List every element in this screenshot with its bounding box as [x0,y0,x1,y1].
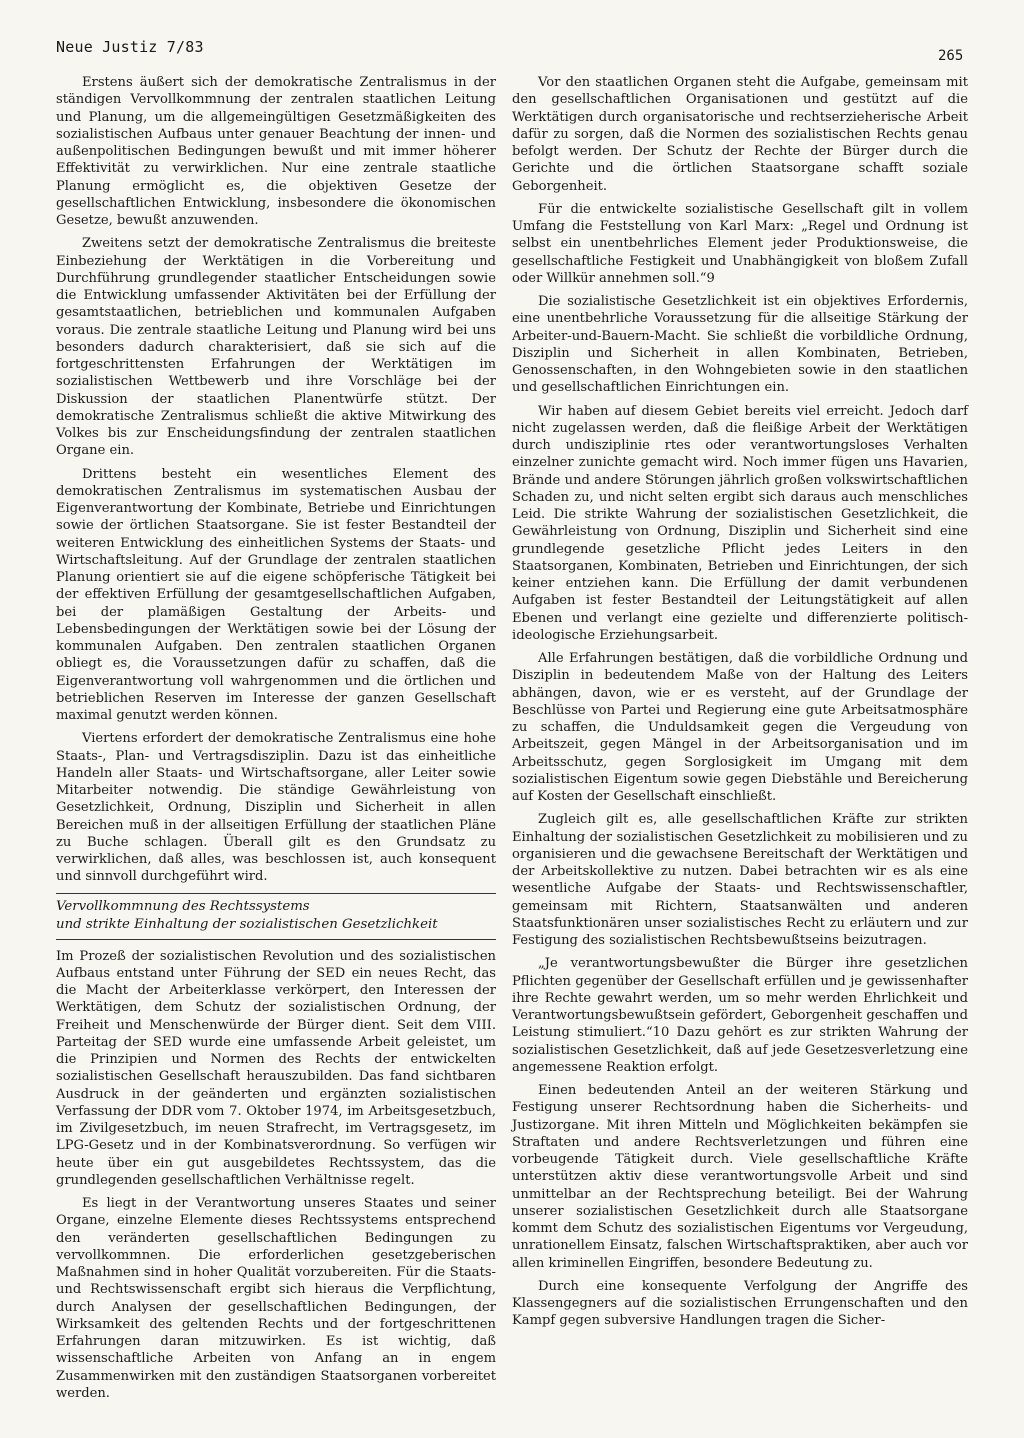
paragraph: Wir haben auf diesem Gebiet bereits viel erreicht. Jedoch darf nicht zugelassen werden, daß die fleißige Arbeit der Werktätigen durch undisziplinie rtes oder verantwortungsloses Verhalten einzelner zunichte gemacht wird. Noch immer fügen uns Havarien, Brände und andere Störungen jährlich großen volkswirtschaftlichen Schaden zu, und nicht selten ergibt sich daraus auch menschliches Leid. Die strikte Wahrung der sozialistischen Gesetzlichkeit, die Gewährleistung von Ordnung, Disziplin und Sicherheit sind eine grundlegende gesetzliche Pflicht jedes Leiters in den Staatsorganen, Kombinaten, Betrieben und Einrichtungen, der sich keiner entziehen kann. Die Erfüllung der damit verbundenen Aufgaben ist fester Bestandteil der Leitungstätigkeit auf allen Ebenen und verlangt eine gezielte und differenzierte politisch-ideologische Erziehungsarbeit. [512,403,968,643]
paragraph: „Je verantwortungsbewußter die Bürger ihre gesetzlichen Pflichten gegenüber der Gesellschaft erfüllen und je gewissenhafter ihre Rechte gewahrt werden, um so mehr werden Ehrlichkeit und Verantwortungsbewußtsein gefördert, Geborgenheit geschaffen und Leistung stimuliert.“10 Dazu gehört es zur strikten Wahrung der sozialistischen Gesetzlichkeit, daß auf jede Gesetzesverletzung eine angemessene Reaktion erfolgt. [512,956,968,1075]
section-rule-top [56,893,496,894]
paragraph: Erstens äußert sich der demokratische Zentralismus in der ständigen Vervollkommnung der zentralen staatlichen Leitung und Planung, um die allgemeingültigen Gesetzmäßigkeiten des sozialistischen Aufbaus unter genauer Beachtung der innen- und außenpolitischen Bedingungen bewußt und mit immer höherer Effektivität zu verwirklichen. Nur eine zentrale staatliche Planung ermöglicht es, die objektiven Gesetze der gesellschaftlichen Entwicklung, insbesondere die ökonomischen Gesetze, bewußt anzuwenden. [56,75,496,228]
section-heading [56,898,496,934]
paragraph: Es liegt in der Verantwortung unseres Staates und seiner Organe, einzelne Elemente dieses Rechtssystems entsprechend den veränderten gesellschaftlichen Bedingungen zu vervollkommnen. Die erforderlichen gesetzgeberischen Maßnahmen sind in hoher Qualität vorzubereiten. Für die Staats- und Rechtswissenschaft ergibt sich hieraus die Verpflichtung, durch Analysen der gesellschaftlichen Bedingungen, der Wirksamkeit des geltenden Rechts und der fortgeschrittenen Erfahrungen daran mitzuwirken. Es ist wichtig, daß wissenschaftliche Arbeiten von Anfang an in engem Zusammenwirken mit den zuständigen Staatsorganen vorbereitet werden. [56,1196,496,1401]
paragraph: Viertens erfordert der demokratische Zentralismus eine hohe Staats-, Plan- und Vertragsdisziplin. Dazu ist das einheitliche Handeln aller Staats- und Wirtschaftsorgane, aller Leiter sowie Mitarbeiter notwendig. Die ständige Gewährleistung von Gesetzlichkeit, Ordnung, Disziplin und Sicherheit in allen Bereichen muß in der allseitigen Erfüllung der staatlichen Pläne zu Buche schlagen. Überall gilt es den Grundsatz zu verwirklichen, daß alles, was beschlossen ist, auch konsequent und sinnvoll durchgeführt wird. [56,731,496,885]
paragraph: Zweitens setzt der demokratische Zentralismus die breiteste Einbeziehung der Werktätigen in die Vorbereitung und Durchführung grundlegender staatlicher Entscheidungen sowie die Entwicklung umfassender Aktivitäten bei der Erfüllung der gesamtstaatlichen, betrieblichen und kommunalen Aufgaben voraus. Die zentrale staatliche Leitung und Planung wird bei uns besonders dadurch charakterisiert, daß sie sich auf die fortgeschrittensten Erfahrungen der Werktätigen im sozialistischen Wettbewerb und ihre Vorschläge bei der Diskussion der staatlichen Planentwürfe stützt. Der demokratische Zentralismus schließt die aktive Mitwirkung des Volkes bis zur Enscheidungsfindung der zentralen staatlichen Organe ein. [56,236,496,459]
section-rule-bottom [56,939,496,940]
paragraph: Im Prozeß der sozialistischen Revolution und des sozialistischen Aufbaus entstand unter Führung der SED ein neues Recht, das die Macht der Arbeiterklasse verkörpert, den Interessen der Werktätigen, dem Schutz der sozialistischen Ordnung, der Freiheit und Menschenwürde der Bürger dient. Seit dem VIII. Parteitag der SED wurde eine umfassende Arbeit geleistet, um die Prinzipien und Normen des Rechts der entwickelten sozialistischen Gesellschaft herauszubilden. Das fand sichtbaren Ausdruck in der geänderten und ergänzten sozialistischen Verfassung der DDR vom 7. Oktober 1974, im Arbeitsgesetzbuch, im Zivilgesetzbuch, im neuen Strafrecht, im Vertragsgesetz, im LPG-Gesetz und in der Kombinatsverordnung. So verfügen wir heute über ein gut ausgebildetes Rechtssystem, das die grundlegenden gesellschaftlichen Verhältnisse regelt. [56,948,496,1188]
paragraph: Alle Erfahrungen bestätigen, daß die vorbildliche Ordnung und Disziplin in bedeutendem Maße von der Haltung des Leiters abhängen, davon, wie er es versteht, auf der Grundlage der Beschlüsse von Partei und Regierung eine gute Arbeitsatmosphäre zu schaffen, die Unduldsamkeit gegen die Vergeudung von Arbeitszeit, gegen Mängel in der Arbeitsorganisation und im Arbeitsschutz, gegen Sorglosigkeit im Umgang mit dem sozialistischen Eigentum sowie gegen Diebstähle und Bereicherung auf Kosten der Gesellschaft einschließt. [512,651,968,804]
paragraph: Die sozialistische Gesetzlichkeit ist ein objektives Erfordernis, eine unentbehrliche Voraussetzung für die allseitige Stärkung der Arbeiter-und-Bauern-Macht. Sie schließt die vorbildliche Ordnung, Disziplin und Sicherheit in allen Kombinaten, Betrieben, Genossenschaften, in den Wohngebieten sowie in den staatlichen und gesellschaftlichen Einrichtungen ein. [512,294,968,396]
page-number: 265 [938,48,964,64]
paragraph: Durch eine konsequente Verfolgung der Angriffe des Klassengegners auf die sozialistischen Errungenschaften und den Kampf gegen subversive Handlungen tragen die Sicher- [512,1278,968,1329]
paragraph: Drittens besteht ein wesentliches Element des demokratischen Zentralismus im systematischen Ausbau der Eigenverantwortung der Kombinate, Betriebe und Einrichtungen sowie der örtlichen Staatsorgane. Sie ist fester Bestandteil der weiteren Entwicklung des einheitlichen Systems der Staats- und Wirtschaftsleitung. Auf der Grundlage der zentralen staatlichen Planung orientiert sie auf die eigene schöpferische Tätigkeit bei der effektiven Erfüllung der gesamtgesellschaftlichen Aufgaben, bei der plamäßigen Gestaltung der Arbeits- und Lebensbedingungen der Werktätigen sowie bei der Lösung der kommunalen Aufgaben. Den zentralen staatlichen Organen obliegt es, die Voraussetzungen dafür zu schaffen, daß die Eigenverantwortung voll wahrgenommen und die örtlichen und betrieblichen Reserven im Interesse der ganzen Gesellschaft maximal genutzt werden können. [56,466,496,723]
paragraph: Für die entwickelte sozialistische Gesellschaft gilt in vollem Umfang die Feststellung von Karl Marx: „Regel und Ordnung ist selbst ein unentbehrliches Element jeder Produktionsweise, die gesellschaftliche Festigkeit und Unabhängigkeit von bloßem Zufall oder Willkür annehmen soll.“9 [512,201,968,286]
paragraph: Zugleich gilt es, alle gesellschaftlichen Kräfte zur strikten Einhaltung der sozialistischen Gesetzlichkeit zu mobilisieren und zu organisieren und die gewachsene Bereitschaft der Werktätigen und der Arbeitskollektive zu nutzen. Dabei betrachten wir es als eine wesentliche Aufgabe der Staats- und Rechtswissenschaftler, gemeinsam mit Richtern, Staatsanwälten und anderen Staatsfunktionären unser sozialistisches Recht zu erläutern und zur Festigung des sozialistischen Rechtsbewußtseins beizutragen. [512,812,968,948]
paragraph: Vor den staatlichen Organen steht die Aufgabe, gemeinsam mit den gesellschaftlichen Organisationen und gestützt auf die Werktätigen durch organisatorische und rechtserzieherische Arbeit dafür zu sorgen, daß die Normen des sozialistischen Rechts genau befolgt werden. Der Schutz der Rechte der Bürger durch die Gerichte und die örtlichen Staatsorgane schafft soziale Geborgenheit. [512,75,968,194]
right-column [512,74,968,1330]
section-heading-line: und strikte Einhaltung der sozialistischen Gesetzlichkeit [56,916,438,932]
running-head: Neue Justiz 7/83 [56,38,204,56]
paragraph: Einen bedeutenden Anteil an der weiteren Stärkung und Festigung unserer Rechtsordnung haben die Sicherheits- und Justizorgane. Mit ihren Mitteln und Möglichkeiten bekämpfen sie Straftaten und andere Rechtsverletzungen und führen eine vorbeugende Tätigkeit durch. Viele gesellschaftliche Kräfte unterstützen aktiv diese verantwortungsvolle Arbeit und sind unmittelbar an der Rechtsprechung beteiligt. Bei der Wahrung unserer sozialistischen Gesetzlichkeit durch alle Staatsorgane kommt dem Schutz des sozialistischen Eigentums vor Vergeudung, unrationellem Einsatz, falschen Wirtschaftspraktiken, aber auch vor allen kriminellen Eingriffen, besondere Bedeutung zu. [512,1083,968,1271]
left-column [56,74,496,1402]
section-heading-line: Vervollkommnung des Rechtssystems [56,898,310,914]
